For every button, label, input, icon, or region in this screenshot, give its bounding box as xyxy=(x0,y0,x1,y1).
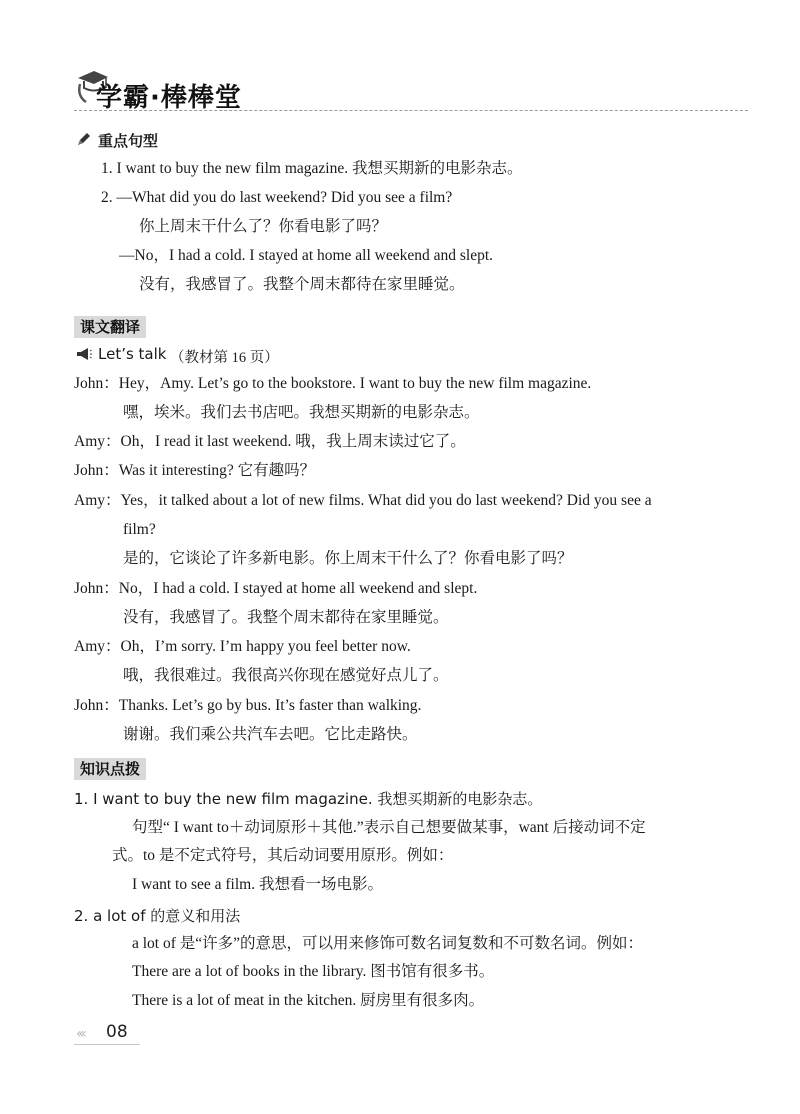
dialogue-text: Thanks. Let’s go by bus. It’s faster than walking. xyxy=(118,697,422,714)
knowledge-tag: 知识点拨 xyxy=(74,758,146,780)
key-sentence-2-question: 2. —What did you do last weekend? Did you see a film? xyxy=(101,189,453,206)
dialogue-line xyxy=(123,403,480,423)
dialogue-line xyxy=(74,432,466,452)
dialogue-text: Oh，I read it last weekend. 哦，我上周末读过它了。 xyxy=(120,433,466,450)
dialogue-line xyxy=(74,491,652,511)
key-sentence-2-answer: —No，I had a cold. I stayed at home all weekend and slept. xyxy=(119,247,494,264)
dialogue-line xyxy=(74,374,591,394)
key-sentence-2-answer-cn: 没有，我感冒了。我整个周末都待在家里睡觉。 xyxy=(139,276,465,293)
megaphone-icon xyxy=(76,348,92,360)
key-sentences-heading: 重点句型 xyxy=(98,132,159,150)
speaker-name: John： xyxy=(74,580,119,597)
point-1-example: I want to see a film. 我想看一场电影。 xyxy=(132,876,383,893)
point-2-example-2: There is a lot of meat in the kitchen. 厨房里有很多肉。 xyxy=(132,992,485,1009)
speaker-name: John： xyxy=(74,462,119,479)
lesson-ref: （教材第 16 页） xyxy=(170,350,279,366)
dialogue-text: 谢谢。我们乘公共汽车去吧。它比走路快。 xyxy=(123,726,418,743)
dialogue-text: 哦，我很难过。我很高兴你现在感觉好点儿了。 xyxy=(123,667,449,684)
page-number: 08 xyxy=(106,1022,128,1042)
dialogue-line xyxy=(74,696,421,716)
dialogue-text: Was it interesting? 它有趣吗？ xyxy=(118,462,316,479)
dialogue-line xyxy=(74,579,477,599)
chevrons-left-icon: ‹‹‹ xyxy=(76,1026,84,1042)
speaker-name: Amy： xyxy=(74,433,121,450)
dialogue-line xyxy=(123,549,573,569)
key-sentence-1: 1. I want to buy the new film magazine. 我想买期新的电影杂志。 xyxy=(101,160,523,177)
translation-tag: 课文翻译 xyxy=(74,316,146,338)
point-2-title: 2. a lot of 的意义和用法 xyxy=(74,907,241,925)
dialogue-text: 嘿，埃米。我们去书店吧。我想买期新的电影杂志。 xyxy=(123,404,480,421)
dialogue-line xyxy=(74,461,315,481)
dialogue-text: film? xyxy=(123,521,156,538)
dialogue-line xyxy=(74,637,411,657)
dialogue-line xyxy=(123,666,449,686)
lesson-label: Let’s talk xyxy=(98,345,167,363)
dialogue-text: No，I had a cold. I stayed at home all weekend and slept. xyxy=(118,580,478,597)
footer-rule xyxy=(74,1044,140,1045)
dialogue-text: Yes，it talked about a lot of new films. What did you do last weekend? Did you see a xyxy=(120,492,652,509)
point-2-example-1: There are a lot of books in the library. 图书馆有很多书。 xyxy=(132,963,495,980)
speaker-name: John： xyxy=(74,375,119,392)
key-sentence-2-question-cn: 你上周末干什么了？你看电影了吗？ xyxy=(139,218,388,235)
speaker-name: John： xyxy=(74,697,119,714)
dialogue-line xyxy=(123,520,156,540)
dialogue-text: Hey，Amy. Let’s go to the bookstore. I want to buy the new film magazine. xyxy=(118,375,592,392)
dialogue-text: 是的，它谈论了许多新电影。你上周末干什么了？你看电影了吗？ xyxy=(123,550,573,567)
point-1-body-line-2: 式。to 是不定式符号，其后动词要用原形。例如： xyxy=(112,847,454,864)
point-1-title: 1. I want to buy the new film magazine. 我想买期新的电影杂志。 xyxy=(74,790,543,808)
pencil-icon xyxy=(76,131,92,147)
dialogue-line xyxy=(123,725,418,745)
dialogue-text: 没有，我感冒了。我整个周末都待在家里睡觉。 xyxy=(123,609,449,626)
speaker-name: Amy： xyxy=(74,492,121,509)
point-1-body-line-1: 句型“ I want to＋动词原形＋其他.”表示自己想要做某事，want 后接动词不定 xyxy=(132,819,646,836)
speaker-name: Amy： xyxy=(74,638,121,655)
header-divider xyxy=(74,110,748,111)
header-title: 学霸·棒棒堂 xyxy=(96,83,242,113)
point-2-body: a lot of 是“许多”的意思，可以用来修饰可数名词复数和不可数名词。例如： xyxy=(132,935,644,952)
dialogue-text: Oh，I’m sorry. I’m happy you feel better now. xyxy=(120,638,411,655)
dialogue-line xyxy=(123,608,449,628)
